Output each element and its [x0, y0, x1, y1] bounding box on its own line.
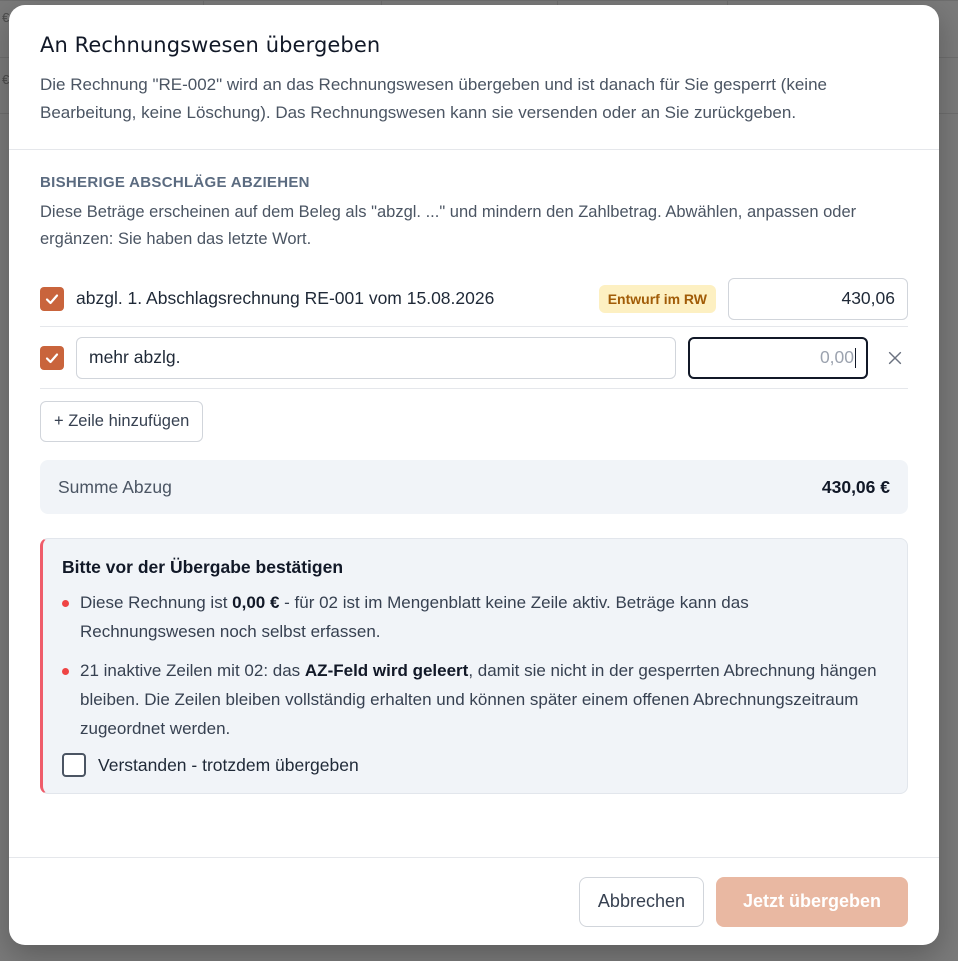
dialog-footer [9, 857, 939, 945]
sum-value: 430,06 € [821, 476, 890, 497]
confirmation-warning [40, 538, 908, 794]
amount-placeholder: 0,00 [819, 347, 854, 367]
bg-cell: € [2, 10, 10, 25]
sum-label: Summe Abzug [58, 476, 172, 497]
text-caret [855, 348, 856, 368]
confirm-label[interactable]: Verstanden - trotzdem übergeben [98, 754, 359, 775]
bullet-icon [62, 600, 69, 607]
remove-row-icon[interactable] [884, 347, 906, 369]
deduction-amount-input[interactable]: 430,06 [728, 278, 908, 320]
deductions-heading: BISHERIGE ABSCHLÄGE ABZIEHEN [40, 174, 310, 191]
warning-item [62, 656, 887, 743]
checkmark-icon [44, 350, 60, 366]
dialog-title: An Rechnungswesen übergeben [40, 33, 381, 57]
dialog-description: Die Rechnung "RE-002" wird an das Rechnungswesen übergeben und ist danach für Sie gesperrt (keine Bearbeitung, keine Löschung). Das Rechnungswesen kann sie versenden oder an Sie zurückgeben. [40, 75, 827, 122]
warning-text: 21 inaktive Zeilen mit 02: das AZ-Feld wird geleert, damit sie nicht in der gesperrten Abrechnung hängen bleiben. Die Zeilen bleiben vollständig erhalten und können später einem offenen Abrechnungszeitraum zugeordnet werden. [80, 661, 877, 738]
deduction-label-input[interactable]: mehr abzlg. [76, 337, 676, 379]
handover-dialog [9, 5, 939, 945]
deduction-sum [40, 460, 908, 514]
deductions-description: Diese Beträge erscheinen auf dem Beleg als "abzgl. ..." und mindern den Zahlbetrag. Abwählen, anpassen oder ergänzen: Sie haben das letzte Wort. [40, 203, 857, 248]
warning-item [62, 588, 887, 646]
deduction-checkbox[interactable] [40, 287, 64, 311]
submit-button[interactable]: Jetzt übergeben [716, 877, 908, 927]
deduction-row [40, 271, 908, 327]
cancel-button[interactable]: Abbrechen [579, 877, 704, 927]
dialog-header [9, 5, 939, 150]
add-row-button[interactable]: + Zeile hinzufügen [40, 401, 203, 442]
status-badge: Entwurf im RW [599, 285, 716, 313]
bg-row-line [0, 0, 958, 1]
deduction-label: abzgl. 1. Abschlagsrechnung RE-001 vom 15.08.2026 [76, 288, 495, 308]
confirm-checkbox[interactable] [62, 753, 86, 777]
confirm-row[interactable] [62, 753, 887, 777]
warning-text: Diese Rechnung ist 0,00 € - für 02 ist im Mengenblatt keine Zeile aktiv. Beträge kann das Rechnungswesen noch selbst erfassen. [80, 593, 749, 641]
checkmark-icon [44, 291, 60, 307]
bullet-icon [62, 668, 69, 675]
bg-cell: € [2, 72, 10, 87]
deduction-checkbox[interactable] [40, 346, 64, 370]
dialog-body [9, 150, 939, 794]
deduction-amount-input[interactable] [688, 337, 868, 379]
warning-title: Bitte vor der Übergabe bestätigen [62, 557, 344, 577]
deduction-row [40, 327, 908, 389]
